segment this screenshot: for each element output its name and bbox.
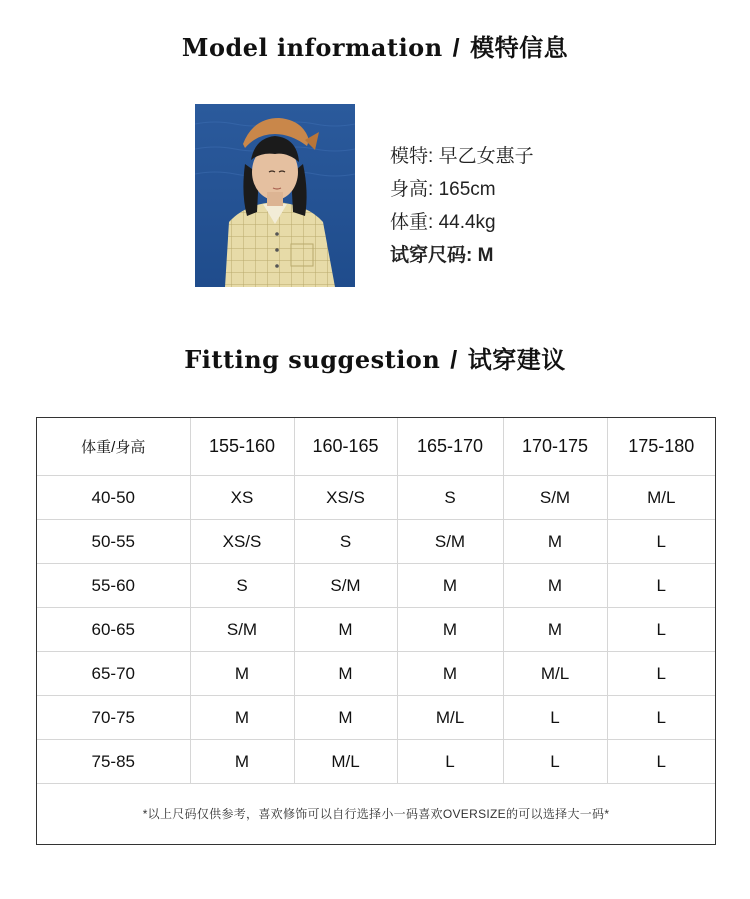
size-cell: S/M xyxy=(503,476,607,520)
size-cell: M xyxy=(294,652,397,696)
size-cell: M xyxy=(294,696,397,740)
title-separator: / xyxy=(450,346,458,374)
size-cell: L xyxy=(607,652,715,696)
fitting-suggestion-title xyxy=(0,340,750,375)
table-row xyxy=(37,520,715,564)
model-size-label: 试穿尺码: xyxy=(390,245,473,266)
size-cell: M xyxy=(397,652,503,696)
corner-header: 体重/身高 xyxy=(37,418,190,476)
size-cell: XS xyxy=(190,476,294,520)
title-english: Model information xyxy=(181,33,443,62)
header-row xyxy=(37,418,715,476)
weight-cell: 60-65 xyxy=(37,608,190,652)
model-name-row xyxy=(390,140,534,173)
size-cell: M xyxy=(294,608,397,652)
table-row xyxy=(37,608,715,652)
size-cell: M xyxy=(397,608,503,652)
weight-cell: 55-60 xyxy=(37,564,190,608)
size-cell: L xyxy=(607,564,715,608)
height-header: 170-175 xyxy=(503,418,607,476)
size-cell: M xyxy=(397,564,503,608)
model-size-value: M xyxy=(477,245,494,266)
size-cell: L xyxy=(607,696,715,740)
size-cell: M xyxy=(190,740,294,784)
size-cell: L xyxy=(397,740,503,784)
size-cell: S/M xyxy=(190,608,294,652)
weight-cell: 65-70 xyxy=(37,652,190,696)
model-height-row xyxy=(390,173,534,206)
size-cell: M xyxy=(190,696,294,740)
size-cell: L xyxy=(503,696,607,740)
model-name-label: 模特: xyxy=(390,146,434,167)
model-weight-value: 44.4kg xyxy=(438,212,496,233)
size-cell: S/M xyxy=(397,520,503,564)
weight-cell: 50-55 xyxy=(37,520,190,564)
table-row xyxy=(37,564,715,608)
model-information-title xyxy=(0,28,750,63)
size-cell: M xyxy=(503,608,607,652)
size-cell: M xyxy=(503,564,607,608)
model-photo xyxy=(195,104,355,287)
size-cell: L xyxy=(607,740,715,784)
height-header: 155-160 xyxy=(190,418,294,476)
model-height-value: 165cm xyxy=(438,179,496,200)
model-weight-label: 体重: xyxy=(390,212,434,233)
title-separator: / xyxy=(452,34,461,62)
size-chart xyxy=(36,417,716,845)
size-cell: S/M xyxy=(294,564,397,608)
size-cell: XS/S xyxy=(190,520,294,564)
size-cell: S xyxy=(190,564,294,608)
weight-cell: 40-50 xyxy=(37,476,190,520)
height-header: 165-170 xyxy=(397,418,503,476)
table-row xyxy=(37,740,715,784)
model-name-value: 早乙女惠子 xyxy=(438,146,534,167)
model-size-row xyxy=(390,239,534,272)
size-cell: L xyxy=(607,608,715,652)
title-chinese: 模特信息 xyxy=(470,35,569,62)
size-cell: M/L xyxy=(397,696,503,740)
height-header: 160-165 xyxy=(294,418,397,476)
size-cell: L xyxy=(607,520,715,564)
table-row xyxy=(37,476,715,520)
title-english: Fitting suggestion xyxy=(184,345,441,374)
size-cell: L xyxy=(503,740,607,784)
size-chart-table xyxy=(37,418,715,784)
title-chinese: 试穿建议 xyxy=(467,347,566,374)
size-cell: XS/S xyxy=(294,476,397,520)
size-cell: M/L xyxy=(503,652,607,696)
size-note: *以上尺码仅供参考，喜欢修饰可以自行选择小一码喜欢OVERSIZE的可以选择大一码* xyxy=(142,807,610,821)
size-cell: M/L xyxy=(294,740,397,784)
size-cell: M xyxy=(503,520,607,564)
table-row xyxy=(37,696,715,740)
weight-cell: 70-75 xyxy=(37,696,190,740)
weight-cell: 75-85 xyxy=(37,740,190,784)
height-header: 175-180 xyxy=(607,418,715,476)
size-cell: S xyxy=(294,520,397,564)
model-height-label: 身高: xyxy=(390,179,434,200)
model-weight-row xyxy=(390,206,534,239)
size-cell: S xyxy=(397,476,503,520)
table-row xyxy=(37,652,715,696)
size-cell: M xyxy=(190,652,294,696)
model-details xyxy=(390,140,534,272)
size-cell: M/L xyxy=(607,476,715,520)
